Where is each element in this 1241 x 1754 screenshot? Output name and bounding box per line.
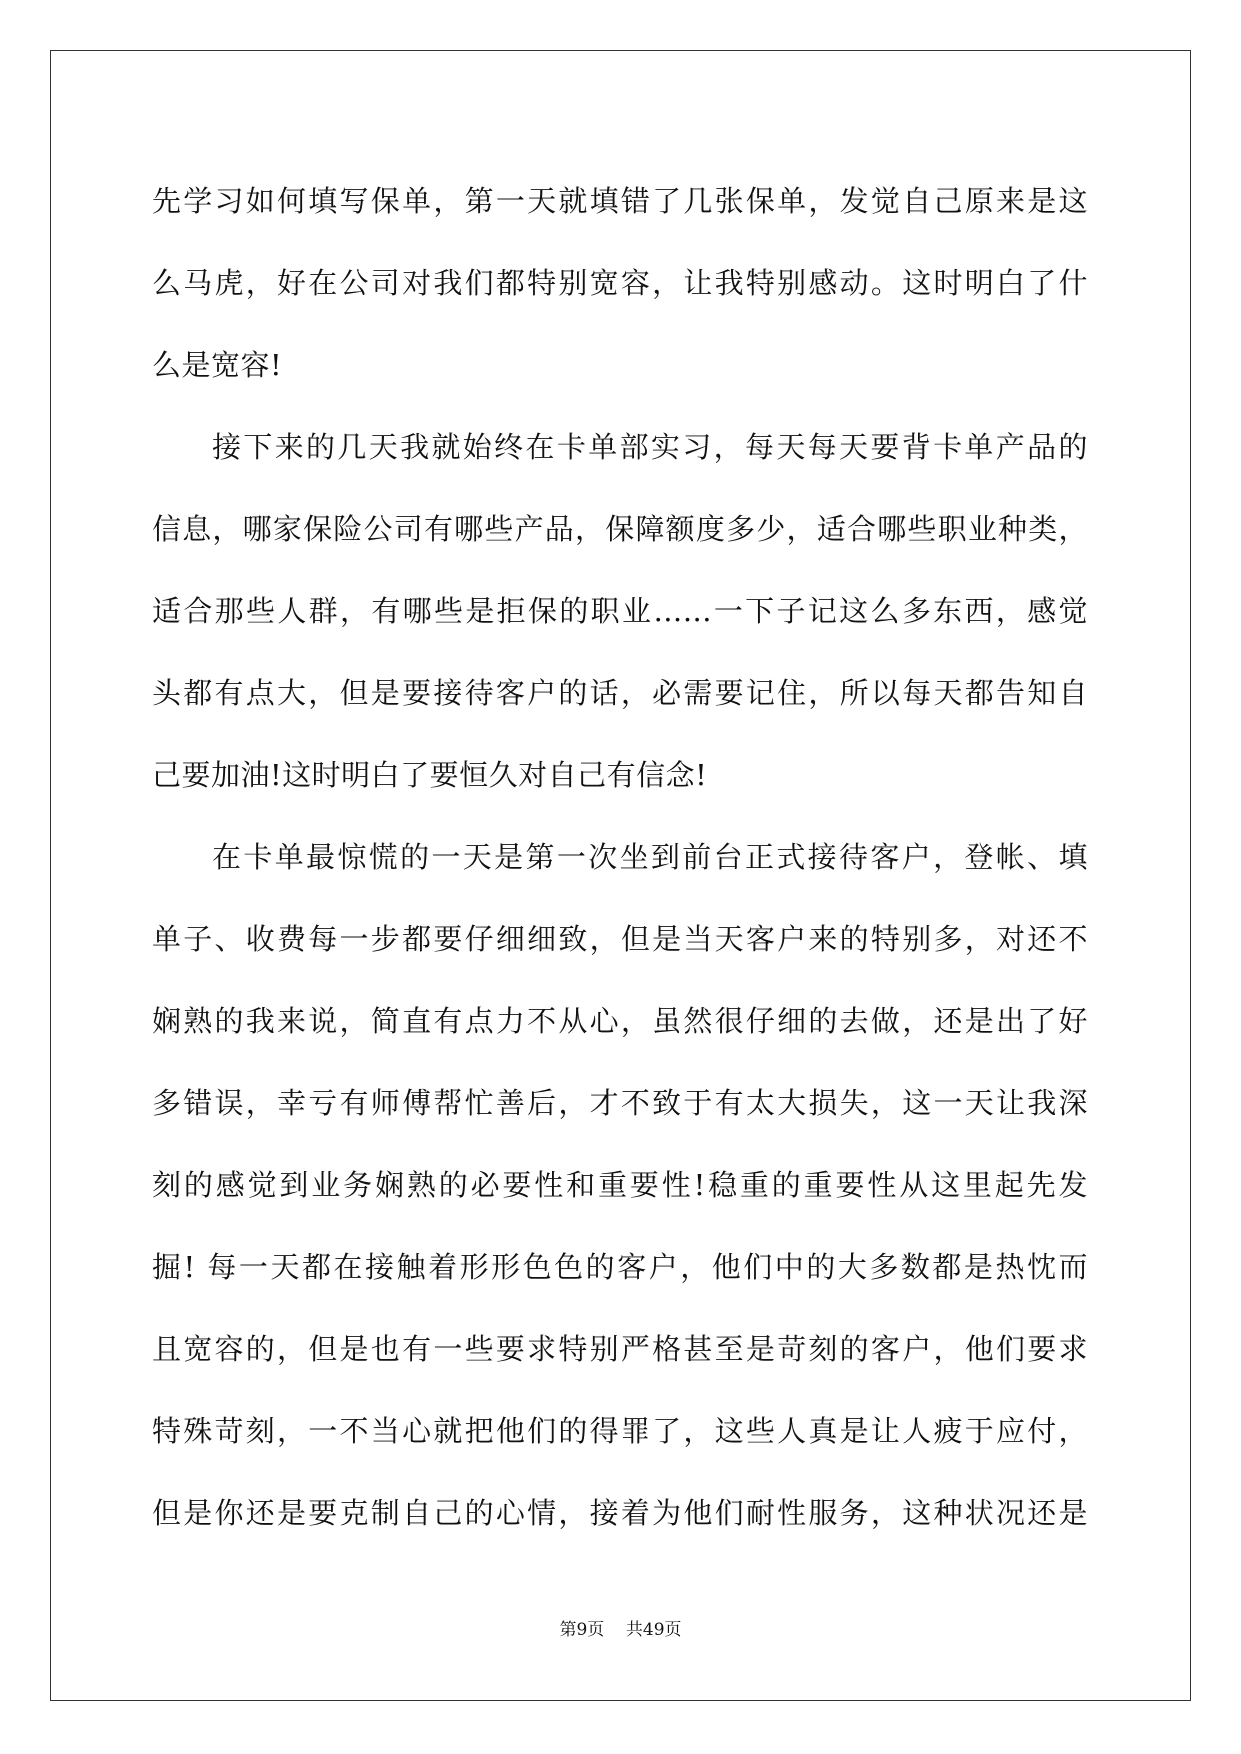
current-page: 9	[576, 1620, 588, 1640]
paragraph-start-line: 在卡单最惊慌的一天是第一次坐到前台正式接待客户，登帐、填	[212, 840, 1088, 874]
total-pages-suffix: 页	[664, 1620, 682, 1640]
text-line: 头都有点大，但是要接待客户的话，必需要记住，所以每天都告知自	[152, 676, 1088, 710]
paragraph-start-line: 接下来的几天我就始终在卡单部实习，每天每天要背卡单产品的	[212, 430, 1088, 464]
text-line: 多错误，幸亏有师傅帮忙善后，才不致于有太大损失，这一天让我深	[152, 1086, 1088, 1120]
document-body	[152, 160, 1088, 1554]
total-pages-count: 49	[642, 1620, 665, 1640]
total-pages-prefix: 共	[625, 1620, 643, 1640]
text-line: 么马虎，好在公司对我们都特别宽容，让我特别感动。这时明白了什	[152, 266, 1088, 300]
page-number	[559, 1620, 604, 1640]
total-pages	[626, 1620, 682, 1640]
text-line: 信息，哪家保险公司有哪些产品，保障额度多少，适合哪些职业种类，	[152, 512, 1088, 546]
text-line: 先学习如何填写保单，第一天就填错了几张保单，发觉自己原来是这	[152, 184, 1088, 218]
text-line: 且宽容的，但是也有一些要求特别严格甚至是苛刻的客户，他们要求	[152, 1332, 1088, 1366]
page-number-prefix: 第	[559, 1620, 577, 1640]
page-number-suffix: 页	[587, 1620, 605, 1640]
text-line: 适合那些人群，有哪些是拒保的职业…...一下子记这么多东西，感觉	[152, 594, 1088, 628]
text-line: 掘! 每一天都在接触着形形色色的客户，他们中的大多数都是热忱而	[152, 1250, 1088, 1284]
text-line: 么是宽容!	[152, 348, 283, 382]
text-line: 但是你还是要克制自己的心情，接着为他们耐性服务，这种状况还是	[152, 1496, 1088, 1530]
text-line: 刻的感觉到业务娴熟的必要性和重要性!稳重的重要性从这里起先发	[152, 1168, 1088, 1202]
text-line: 特殊苛刻，一不当心就把他们的得罪了，这些人真是让人疲于应付，	[152, 1414, 1088, 1448]
text-line: 己要加油!这时明白了要恒久对自己有信念!	[152, 758, 708, 792]
text-line: 单子、收费每一步都要仔细细致，但是当天客户来的特别多，对还不	[152, 922, 1088, 956]
text-line: 娴熟的我来说，简直有点力不从心，虽然很仔细的去做，还是出了好	[152, 1004, 1088, 1038]
page-footer	[0, 1618, 1241, 1642]
